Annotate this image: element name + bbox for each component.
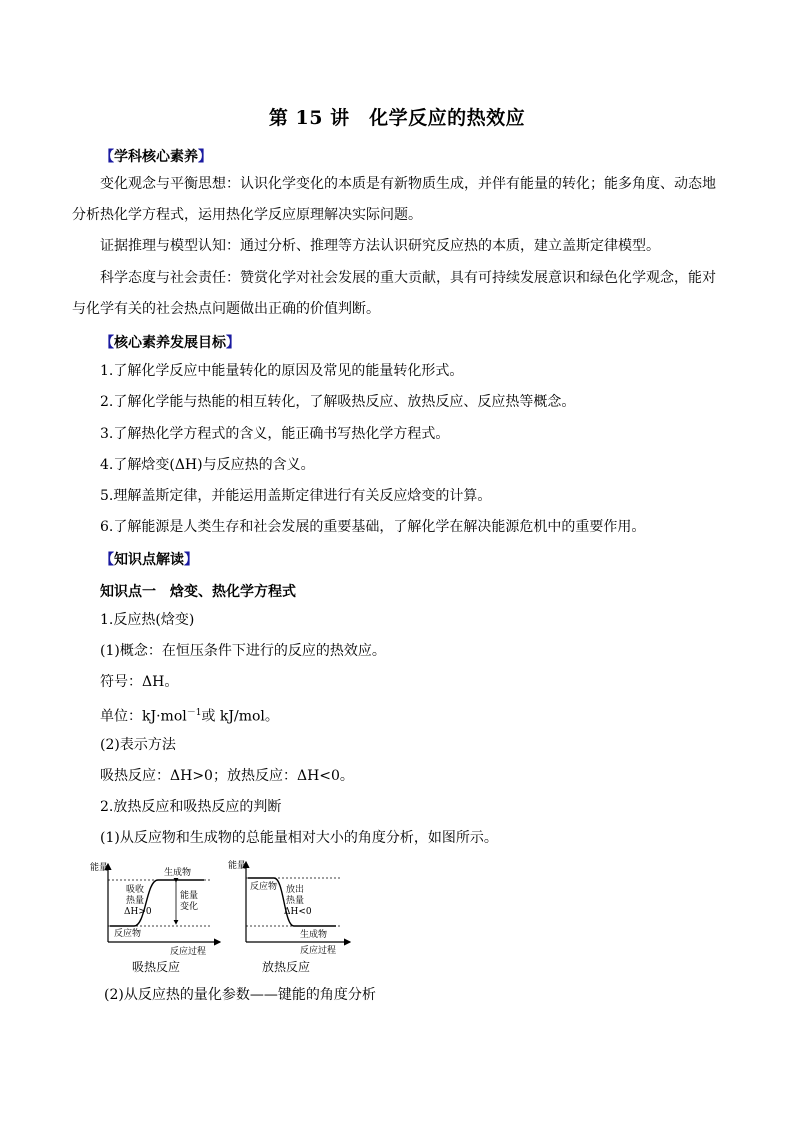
section-label: 核心素养发展目标: [114, 335, 226, 351]
goal-item: 5.理解盖斯定律，并能运用盖斯定律进行有关反应焓变的计算。: [100, 488, 492, 504]
page-title: 第 15 讲 化学反应的热效应: [268, 107, 526, 129]
delta-h-label: ΔH<0: [284, 907, 312, 917]
endothermic-energy-diagram: [84, 858, 224, 958]
absorb-label: 吸收: [126, 885, 145, 895]
text-line: (1)概念：在恒压条件下进行的反应的热效应。: [100, 643, 386, 659]
figure-caption-endothermic: 吸热反应: [132, 960, 181, 974]
exothermic-energy-diagram: [226, 856, 356, 956]
heat-label: 热量: [286, 896, 305, 906]
axis-label-process: 反应过程: [300, 946, 337, 956]
text-line: 1.反应热(焓变): [100, 612, 195, 628]
unit-text: 单位：kJ·mol: [100, 708, 187, 725]
goal-item: 2.了解化学能与热能的相互转化，了解吸热反应、放热反应、反应热等概念。: [100, 394, 576, 410]
goal-item: 1.了解化学反应中能量转化的原因及常见的能量转化形式。: [100, 363, 464, 379]
text-line: (1)从反应物和生成物的总能量相对大小的角度分析，如图所示。: [100, 830, 498, 846]
text-line: (2)从反应热的量化参数——键能的角度分析: [104, 987, 376, 1003]
unit-text-alt: 或 kJ/mol。: [201, 708, 279, 725]
text-line: 符号：ΔH。: [100, 674, 179, 690]
unit-exponent: －1: [186, 708, 202, 718]
reactant-label: 反应物: [114, 929, 142, 939]
goal-item: 4.了解焓变(ΔH)与反应热的含义。: [100, 457, 315, 473]
goal-item: 3.了解热化学方程式的含义，能正确书写热化学方程式。: [100, 426, 450, 442]
section-heading-goals: 【核心素养发展目标】: [100, 335, 240, 351]
paragraph-line: 与化学有关的社会热点问题做出正确的价值判断。: [72, 301, 380, 317]
paragraph-line: 变化观念与平衡思想：认识化学变化的本质是有新物质生成，并伴有能量的转化；能多角度、动态地: [100, 176, 716, 192]
energy-change-label: 变化: [180, 902, 199, 912]
paragraph-line: 科学态度与社会责任：赞赏化学对社会发展的重大贡献，具有可持续发展意识和绿色化学观念，能对: [100, 270, 716, 286]
reactant-label: 反应物: [250, 882, 278, 892]
knowledge-point-heading: 知识点一 焓变、热化学方程式: [100, 584, 296, 600]
heat-label: 热量: [126, 896, 145, 906]
paragraph-line: 分析热化学方程式，运用热化学反应原理解决实际问题。: [72, 207, 422, 223]
axis-label-energy: 能量: [228, 861, 247, 871]
section-label: 知识点解读: [114, 552, 184, 568]
goal-item: 6.了解能源是人类生存和社会发展的重要基础，了解化学在解决能源危机中的重要作用。: [100, 519, 646, 535]
axis-label-energy: 能量: [90, 863, 109, 873]
text-line: (2)表示方法: [100, 737, 176, 753]
figure-caption-exothermic: 放热反应: [262, 960, 311, 974]
section-label: 学科核心素养: [114, 149, 198, 165]
paragraph-line: 证据推理与模型认知：通过分析、推理等方法认识研究反应热的本质，建立盖斯定律模型。: [100, 238, 660, 254]
release-label: 放出: [286, 885, 305, 895]
text-line: 2.放热反应和吸热反应的判断: [100, 799, 282, 815]
axis-label-process: 反应过程: [170, 947, 207, 957]
text-line: 吸热反应：ΔH>0；放热反应：ΔH<0。: [100, 768, 354, 784]
section-heading-knowledge: 【知识点解读】: [100, 552, 198, 568]
text-line-unit: [100, 698, 279, 732]
energy-change-label: 能量: [180, 891, 199, 901]
section-heading-core-literacy: 【学科核心素养】: [100, 149, 212, 165]
delta-h-label: ΔH>0: [124, 907, 152, 917]
product-label: 生成物: [164, 868, 192, 878]
product-label: 生成物: [300, 930, 328, 940]
